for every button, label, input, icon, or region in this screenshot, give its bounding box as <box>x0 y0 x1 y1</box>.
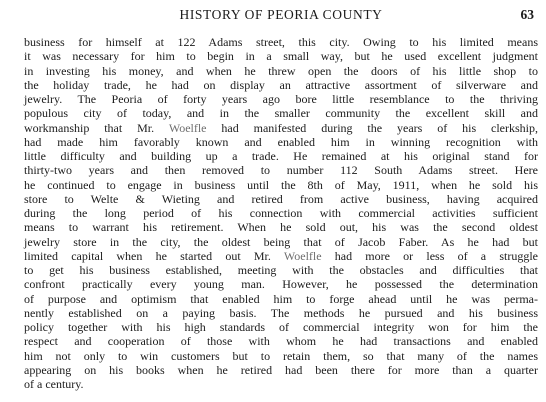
running-head <box>24 4 538 26</box>
text-line: workmanship that Mr. Woelfle had manifested during the years of his clerkship, <box>24 120 538 135</box>
text-line: it was necessary for him to begin in a small way, but he used excellent judgment <box>24 49 538 64</box>
text-line: populous city of today, and in the smaller community the excellent skill and <box>24 106 538 121</box>
text-line: jewelry. The Peoria of forty years ago bore little resemblance to the thriving <box>24 92 538 106</box>
text-line: of purpose and optimism that enabled him to forge ahead until he was perma- <box>24 291 538 306</box>
text-line: in investing his money, and when he threw open the doors of his little shop to <box>24 63 538 78</box>
text-line: to get his business established, meeting with the obstacles and difficulties that <box>24 263 538 277</box>
text-line: respect and cooperation of those with whom he had transactions and enabled <box>24 334 538 349</box>
text-line: of a century. <box>24 377 84 391</box>
page-number: 63 <box>520 7 534 22</box>
text-line: him not only to win customers but to retain them, so that many of the names <box>24 348 538 363</box>
text-line: confront practically every young man. However, he possessed the determination <box>24 277 538 292</box>
text-line: thirty-two years and then removed to number 112 South Adams street. Here <box>24 163 538 178</box>
running-title: HISTORY OF PEORIA COUNTY <box>179 7 383 22</box>
text-line: during the long period of his connection with commercial activities sufficient <box>24 206 538 220</box>
text-line: nently established on a paying basis. The methods he pursued and his business <box>24 305 538 320</box>
text-line: had made him favorably known and enabled him in winning recognition with <box>24 134 538 149</box>
text-line: appearing on his books when he retired had been there for more than a quarter <box>24 362 538 377</box>
text-line: little difficulty and building up a trade. He remained at his original stand for <box>24 149 538 163</box>
text-line: he continued to engage in business until the 8th of May, 1911, when he sold his <box>24 177 538 192</box>
text-line: the holiday trade, he had on display an attractive assortment of silverware and <box>24 77 538 92</box>
text-line: policy together with his high standards of commercial integrity won for him the <box>24 320 538 334</box>
text-line: means to warrant his retirement. When he sold out, his was the second oldest <box>24 220 538 235</box>
text-line: jewelry store in the city, the oldest being that of Jacob Faber. As he had but <box>24 234 538 249</box>
text-line: business for himself at 122 Adams street, this city. Owing to his limited means <box>24 35 538 49</box>
body-paragraph <box>24 35 538 391</box>
text-line: limited capital when he started out Mr. Woelfle had more or less of a struggle <box>24 248 538 263</box>
text-line: store to Welte & Wieting and retired from active business, having acquired <box>24 191 538 206</box>
